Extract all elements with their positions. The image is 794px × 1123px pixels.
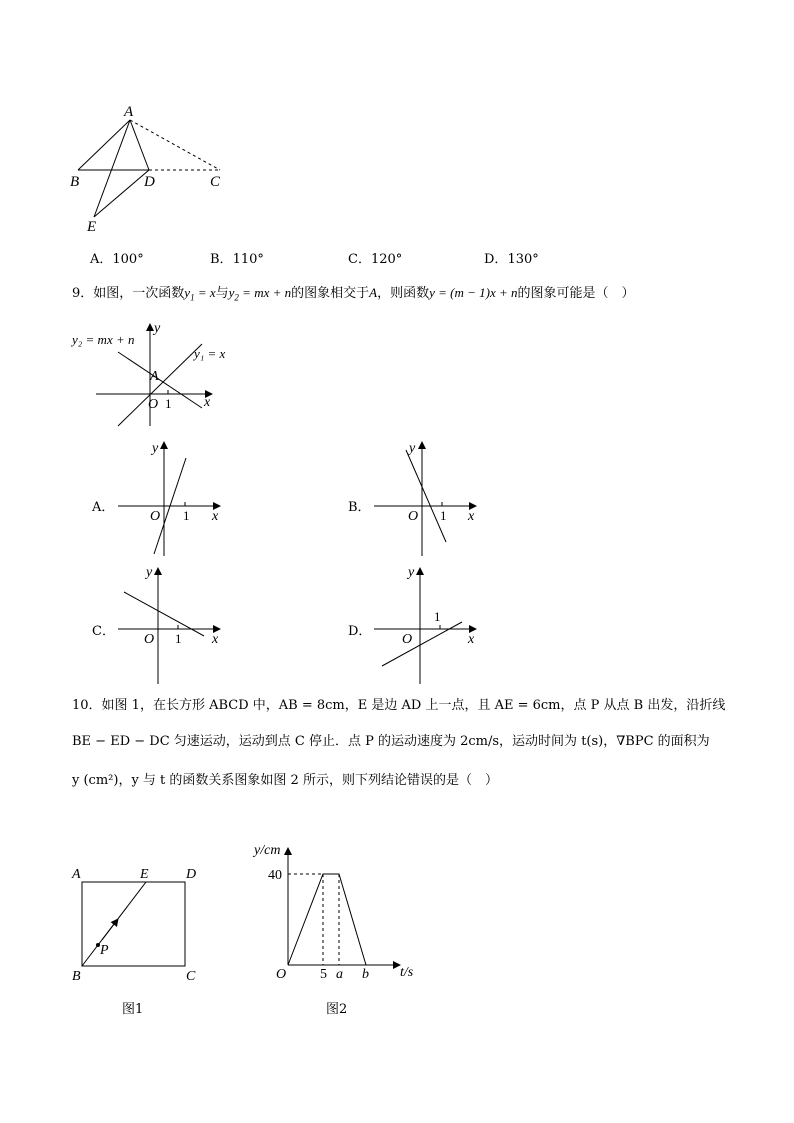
fig1-label-A: A bbox=[72, 867, 81, 882]
origin-O: O bbox=[408, 509, 419, 524]
option-letter: B． bbox=[210, 252, 233, 267]
option-value: 100° bbox=[112, 252, 144, 267]
q8-label-D: D bbox=[144, 174, 155, 190]
axis-y: y bbox=[146, 565, 153, 580]
q10-stem-line2: BE − ED − DC 匀速运动，运动到点 C 停止．点 P 的运动速度为 2cm/s，运动时间为 t(s)，∇BPC 的面积为 bbox=[72, 734, 710, 749]
y2-rhs: = mx + n bbox=[238, 285, 292, 300]
q10-stem-line1: 10．如图 1，在长方形 ABCD 中，AB = 8cm，E 是边 AD 上一点，且 AE = 6cm，点 P 从点 B 出发，沿折线 bbox=[72, 698, 726, 713]
fig1-caption: 图1 bbox=[122, 1002, 144, 1017]
q8-option-b[interactable] bbox=[210, 248, 264, 267]
axis-y: y bbox=[408, 565, 415, 580]
option-value: 120° bbox=[370, 252, 403, 267]
q9-label-x: x bbox=[204, 395, 211, 410]
y1-symbol: y bbox=[184, 285, 191, 300]
fig1-label-E: E bbox=[140, 867, 149, 882]
fig1-label-C: C bbox=[186, 969, 196, 984]
axis-x: x bbox=[468, 509, 475, 524]
stem-text: 的图象可能是（ ） bbox=[517, 286, 635, 301]
q9-main-graph bbox=[70, 318, 230, 430]
q10-stem-line3: y (cm²)，y 与 t 的函数关系图象如图 2 所示，则下列结论错误的是（ ） bbox=[72, 773, 498, 788]
fig1-label-B: B bbox=[72, 969, 81, 984]
q9-label-A: A bbox=[150, 369, 159, 384]
stem-text: ，则函数 bbox=[377, 286, 430, 301]
q10-figure-1 bbox=[66, 862, 206, 986]
tick-1: 1 bbox=[175, 631, 182, 646]
fig2-label-5: 5 bbox=[320, 967, 327, 982]
q8-label-C: C bbox=[210, 174, 221, 190]
q9-choice-b-graph[interactable] bbox=[368, 438, 488, 558]
fig1-label-D: D bbox=[186, 867, 197, 882]
axis-y: y bbox=[409, 441, 416, 456]
fig2-caption: 图2 bbox=[326, 1002, 348, 1017]
fig2-label-b: b bbox=[362, 967, 369, 982]
y2-symbol: y bbox=[228, 285, 235, 300]
q8-option-a[interactable] bbox=[90, 248, 144, 267]
fig2-x-axis-label: t/s bbox=[400, 965, 414, 980]
q8-option-d[interactable] bbox=[484, 248, 539, 267]
origin-O: O bbox=[150, 509, 161, 524]
q10-figure-2 bbox=[250, 836, 420, 986]
y1-rhs: = x bbox=[194, 285, 216, 300]
fig2-label-a: a bbox=[336, 967, 343, 982]
tick-1: 1 bbox=[434, 609, 441, 624]
stem-text: 的图象相交于 bbox=[291, 286, 370, 301]
q9-stem bbox=[72, 284, 635, 307]
q9-label-y: y bbox=[154, 321, 161, 336]
option-letter: C． bbox=[348, 252, 371, 267]
q9-choice-d-letter[interactable]: D． bbox=[348, 624, 372, 639]
tick-1: 1 bbox=[183, 508, 190, 523]
stem-text: 如图，一次函数 bbox=[93, 286, 185, 301]
option-letter: A． bbox=[90, 252, 113, 267]
q9-choice-a-graph[interactable] bbox=[112, 438, 232, 558]
option-value: 110° bbox=[232, 252, 264, 267]
q9-label-O: O bbox=[148, 397, 159, 412]
q9-choice-c-letter[interactable]: C． bbox=[92, 624, 115, 639]
point-A: A bbox=[369, 285, 378, 300]
origin-O: O bbox=[402, 632, 413, 647]
axis-x: x bbox=[468, 632, 475, 647]
fig1-label-P: P bbox=[100, 943, 109, 958]
q9-label-y2: y₂ = mx + n bbox=[72, 332, 135, 347]
stem-text: 与 bbox=[215, 286, 229, 301]
axis-x: x bbox=[212, 509, 219, 524]
option-value: 130° bbox=[507, 252, 539, 267]
q9-label-y1: y₁ = x bbox=[194, 346, 226, 361]
q8-label-B: B bbox=[70, 174, 80, 190]
q8-label-A: A bbox=[124, 104, 134, 120]
axis-y: y bbox=[152, 441, 159, 456]
q9-choice-c-graph[interactable] bbox=[112, 562, 232, 686]
option-letter: D． bbox=[484, 252, 508, 267]
q9-label-1: 1 bbox=[165, 396, 172, 411]
q8-triangle-figure bbox=[60, 100, 240, 240]
question-number: 9． bbox=[72, 286, 94, 301]
y2-subscript: 2 bbox=[234, 292, 239, 303]
fig2-label-40: 40 bbox=[268, 868, 282, 883]
q8-label-E: E bbox=[87, 219, 97, 235]
q9-choice-b-letter[interactable]: B． bbox=[348, 500, 371, 515]
q9-choice-d-graph[interactable] bbox=[368, 562, 488, 686]
origin-O: O bbox=[144, 632, 155, 647]
fig2-y-axis-label: y/cm bbox=[254, 843, 281, 858]
q9-choice-a-letter[interactable]: A． bbox=[92, 500, 115, 515]
tick-1: 1 bbox=[440, 508, 447, 523]
y1-subscript: 1 bbox=[190, 292, 195, 303]
fig2-label-O: O bbox=[276, 967, 287, 982]
q8-option-c[interactable] bbox=[348, 248, 402, 267]
function-expression: y = (m − 1)x + n bbox=[429, 285, 518, 300]
axis-x: x bbox=[212, 632, 219, 647]
